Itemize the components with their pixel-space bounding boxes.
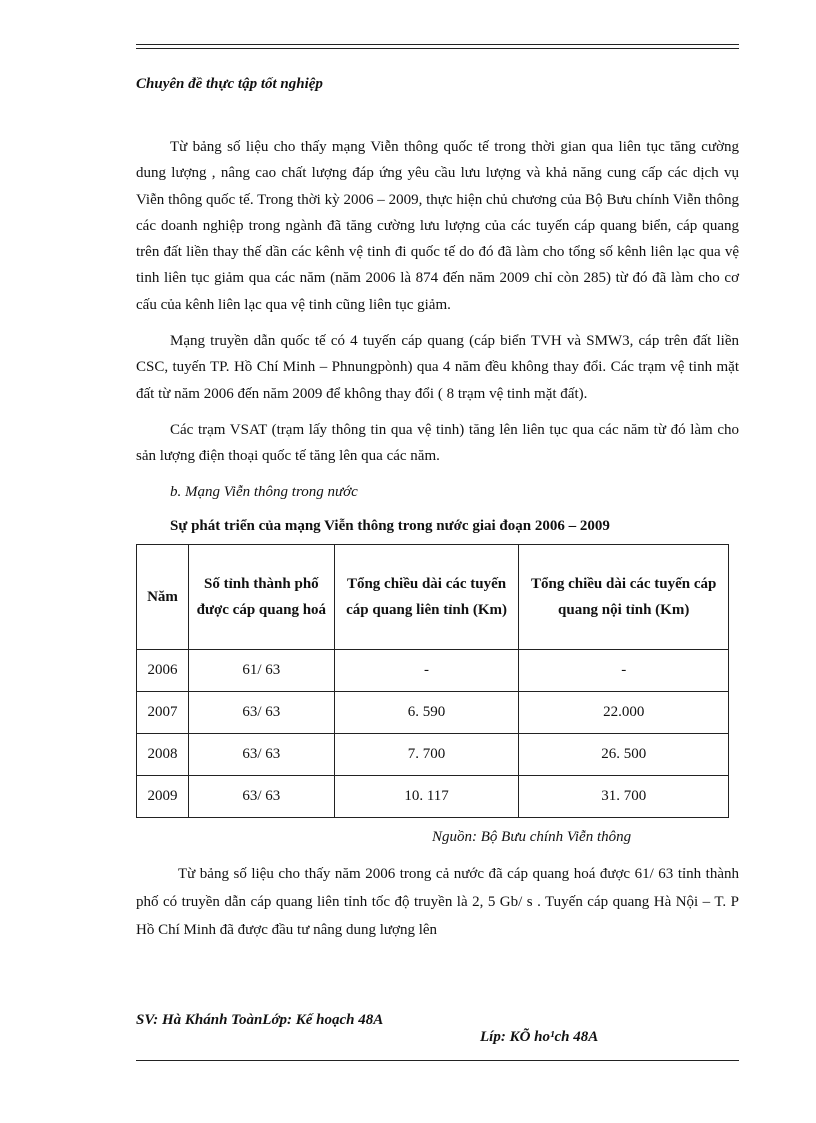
cell-interprovincial: 6. 590	[334, 691, 519, 733]
cell-year: 2008	[137, 733, 189, 775]
paragraph-3: Các trạm VSAT (trạm lấy thông tin qua vệ tinh) tăng lên liên tục qua các năm từ đó làm cho sản lượng điện thoại quốc tế tăng lên qua các năm.	[136, 421, 739, 465]
table-row	[137, 649, 729, 691]
cell-provinces: 63/ 63	[188, 733, 334, 775]
document-body	[136, 134, 739, 944]
table-row	[137, 691, 729, 733]
footer-class-line: Líp: KÕ ho¹ch 48A	[480, 1029, 599, 1045]
table-row	[137, 775, 729, 817]
cell-intraprovincial: -	[519, 649, 729, 691]
header-rule-top	[136, 44, 739, 45]
table-title: Sự phát triển của mạng Viễn thông trong nước giai đoạn 2006 – 2009	[170, 517, 610, 534]
cell-interprovincial: 7. 700	[334, 733, 519, 775]
footer-student-line: SV: Hà Khánh ToànLớp: Kế hoạch 48A	[136, 1012, 384, 1028]
cell-year: 2007	[137, 691, 189, 733]
footer-rule	[136, 1060, 739, 1061]
cell-year: 2009	[137, 775, 189, 817]
cell-interprovincial: -	[334, 649, 519, 691]
cell-provinces: 63/ 63	[188, 775, 334, 817]
section-subheading: b. Mạng Viễn thông trong nước	[170, 483, 358, 500]
header-provinces: Số tỉnh thành phố được cáp quang hoá	[188, 544, 334, 649]
cell-intraprovincial: 26. 500	[519, 733, 729, 775]
header-rule-bottom	[136, 48, 739, 49]
cell-interprovincial: 10. 117	[334, 775, 519, 817]
cell-year: 2006	[137, 649, 189, 691]
paragraph-1: Từ bảng số liệu cho thấy mạng Viễn thông quốc tế trong thời gian qua liên tục tăng cường dung lượng , nâng cao chất lượng đáp ứng yêu cầu lưu lượng và khả năng cung cấp các dịch vụ Viễn thông quốc tế. Trong thời kỳ 2006 – 2009, thực hiện chủ chương của Bộ Bưu chính Viễn thông các doanh nghiệp trong ngành đã tăng cường lưu lượng của các tuyến cáp quang biển, cáp quang trên đất liền thay thế dần các kênh vệ tinh đi quốc tế do đó đã làm cho tổng số kênh liên lạc qua vệ tinh liên tục giảm qua các năm (năm 2006 là 874 đến năm 2009 chỉ còn 285) từ đó đã làm cho cơ cấu của kênh liên lạc qua vệ tinh cũng liên tục giảm.	[136, 139, 739, 313]
development-table	[136, 544, 729, 818]
header-intraprovincial-length: Tổng chiều dài các tuyến cáp quang nội tỉnh (Km)	[519, 544, 729, 649]
table-source-note: Nguồn: Bộ Bưu chính Viễn thông	[432, 828, 632, 845]
table-header-row	[137, 544, 729, 649]
cell-provinces: 63/ 63	[188, 691, 334, 733]
header-interprovincial-length: Tổng chiều dài các tuyến cáp quang liên tỉnh (Km)	[334, 544, 519, 649]
cell-intraprovincial: 22.000	[519, 691, 729, 733]
cell-intraprovincial: 31. 700	[519, 775, 729, 817]
paragraph-2: Mạng truyền dẫn quốc tế có 4 tuyến cáp quang (cáp biển TVH và SMW3, cáp trên đất liền CSC, tuyến TP. Hồ Chí Minh – Phnungpònh) qua 4 năm đều không thay đổi. Các trạm vệ tinh mặt đất từ năm 2006 đến năm 2009 để không thay đổi ( 8 trạm vệ tinh mặt đất).	[136, 333, 739, 402]
closing-paragraph: Từ bảng số liệu cho thấy năm 2006 trong cả nước đã cáp quang hoá được 61/ 63 tỉnh thành phố có truyền dẫn cáp quang liên tỉnh tốc độ truyền là 2, 5 Gb/ s . Tuyến cáp quang Hà Nội – T. P Hồ Chí Minh đã được đầu tư nâng dung lượng lên	[136, 865, 739, 938]
cell-provinces: 61/ 63	[188, 649, 334, 691]
header-year: Năm	[137, 544, 189, 649]
page-header-title: Chuyên đề thực tập tốt nghiệp	[136, 76, 323, 92]
table-row	[137, 733, 729, 775]
